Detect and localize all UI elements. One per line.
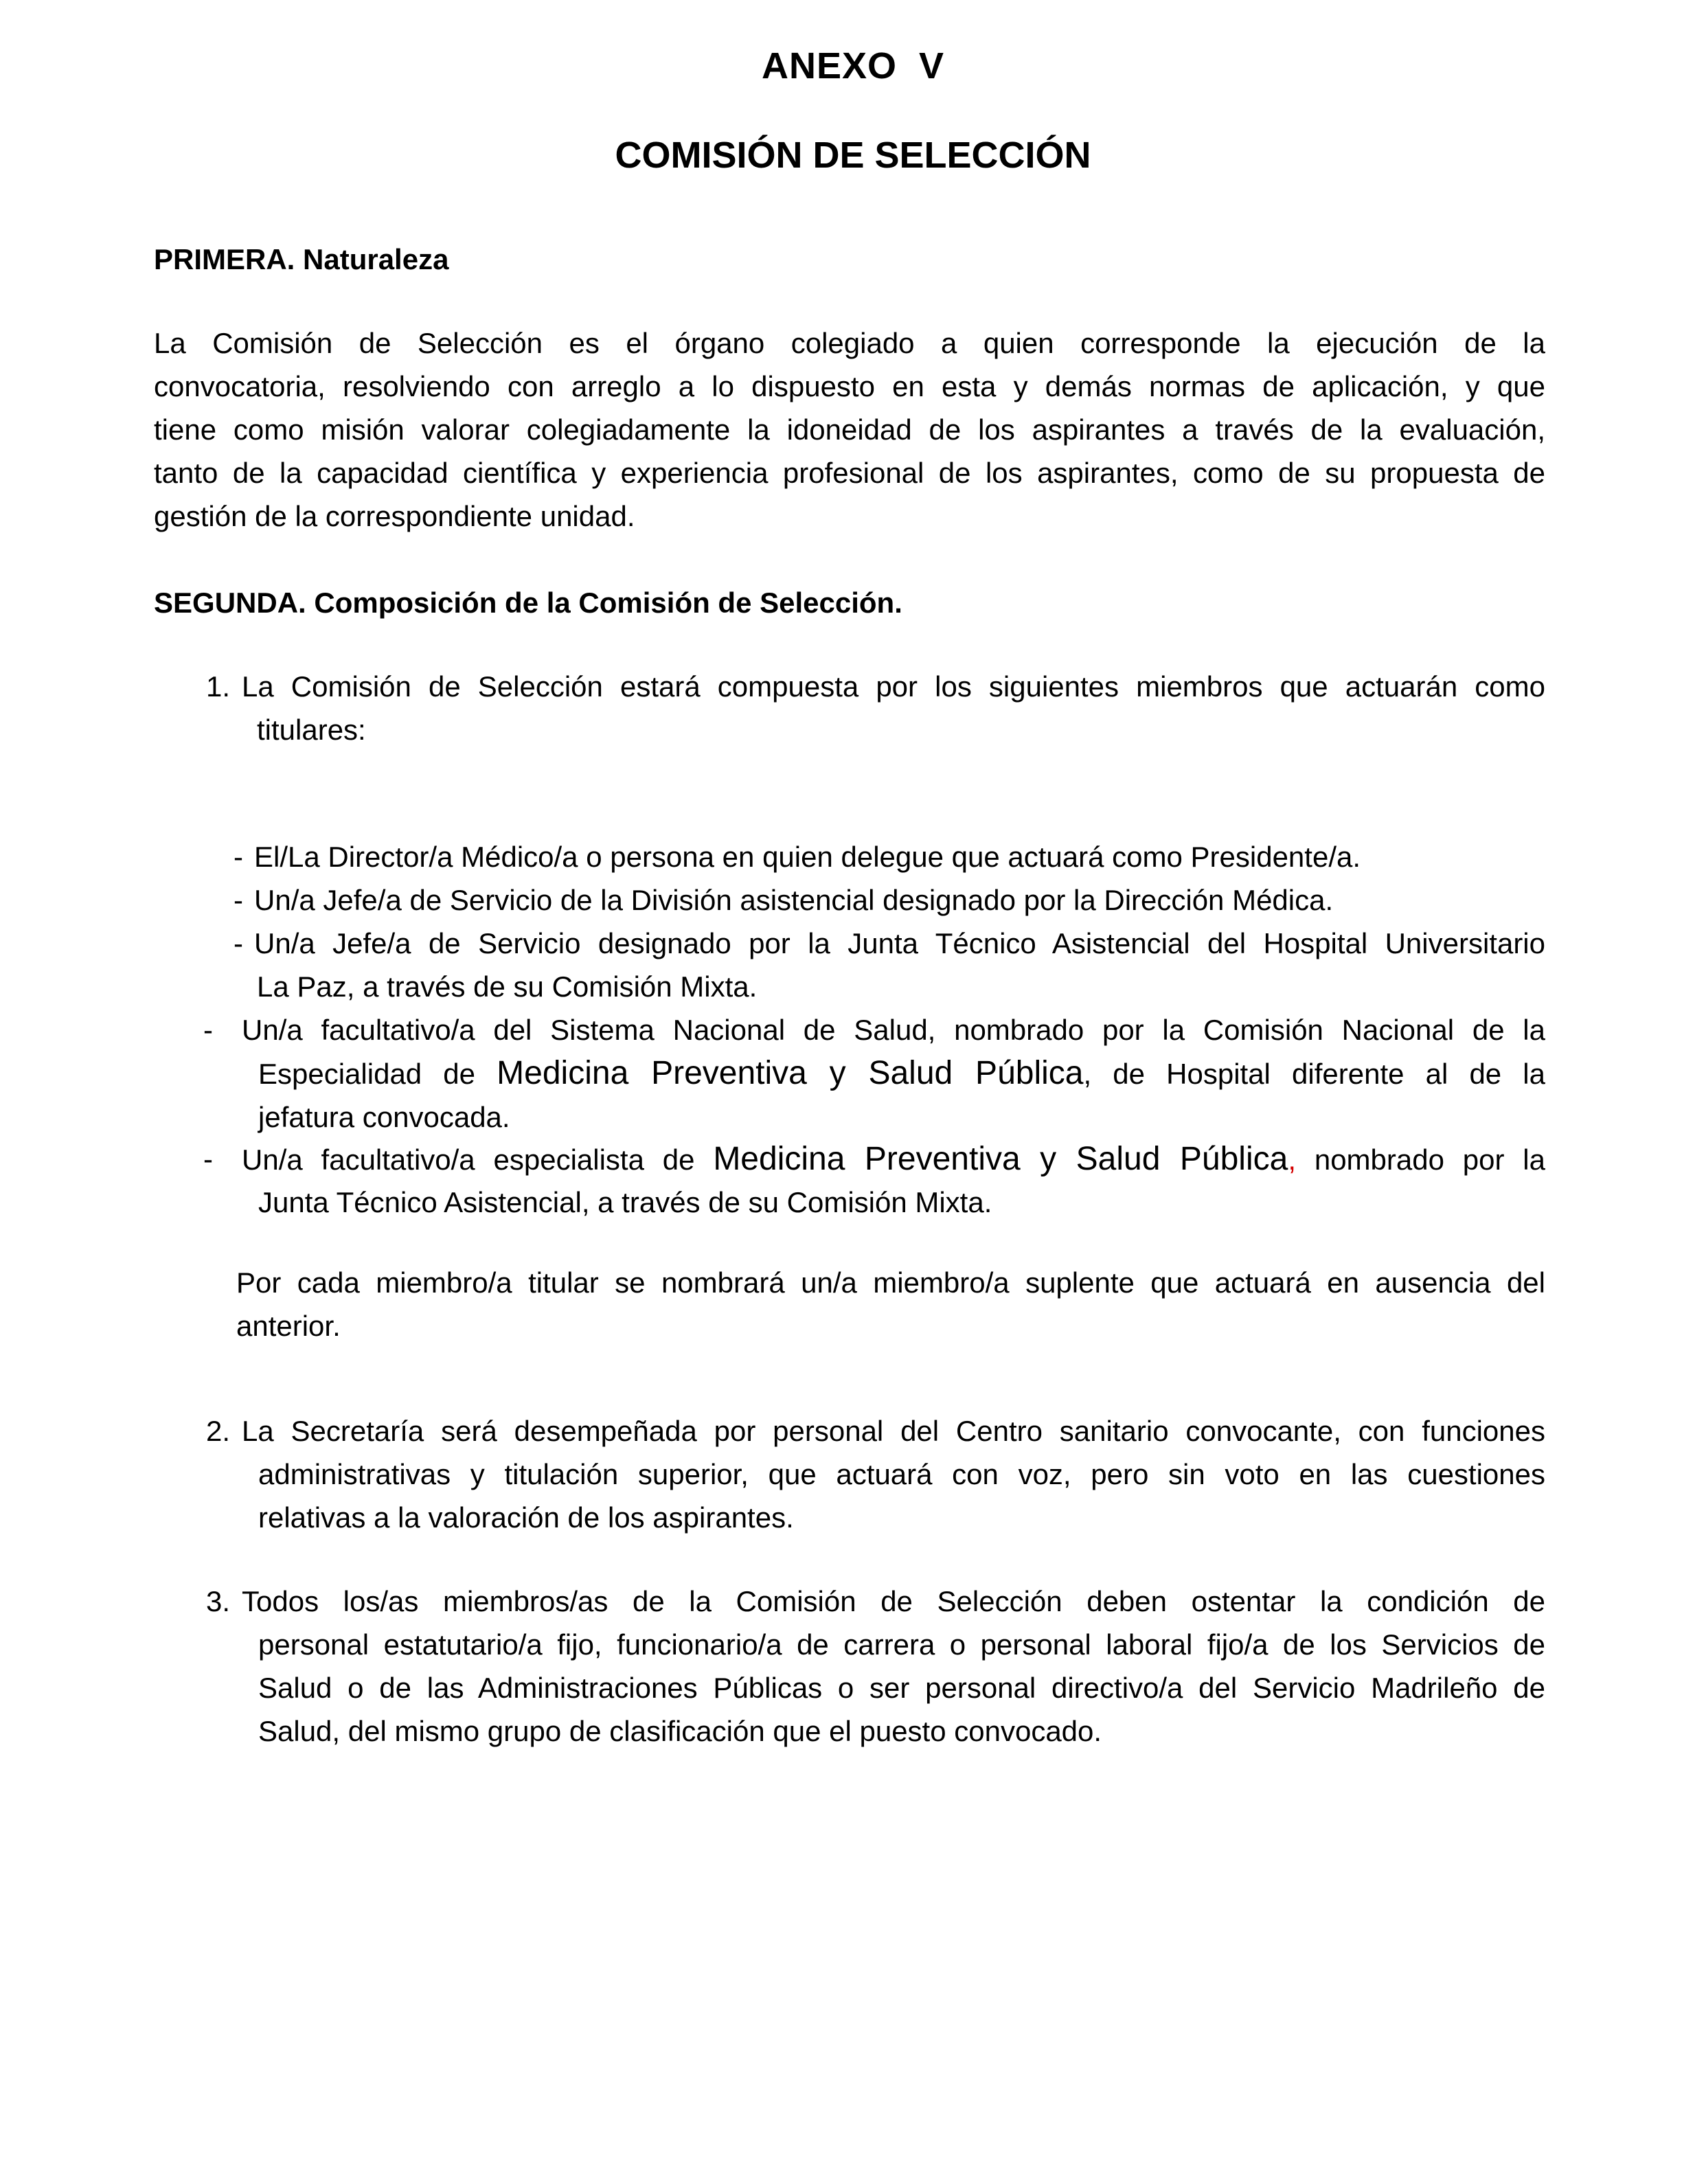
item-line: La Comisión de Selección estará compuesta por los siguientes miembros que actuarán como — [242, 670, 1545, 703]
item-line-specialty — [242, 1137, 1545, 1181]
item-line: Todos los/as miembros/as de la Comisión de Selección deben ostentar la condición de — [242, 1585, 1545, 1617]
text-fragment: , de Hospital diferente al de la — [1083, 1058, 1545, 1090]
document-title: ANEXO V — [761, 45, 945, 87]
member-item-director — [234, 835, 1545, 878]
item-line: Salud, del mismo grupo de clasificación que el puesto convocado. — [258, 1715, 1102, 1747]
member-item-jefe-division — [234, 878, 1545, 922]
list-dash: - — [234, 884, 243, 916]
paragraph-suplente — [236, 1261, 1545, 1347]
red-comma: , — [1288, 1144, 1297, 1176]
paragraph-line: Por cada miembro/a titular se nombrará un/a miembro/a suplente que actuará en ausencia del — [236, 1266, 1545, 1299]
text-fragment: Especialidad de — [258, 1058, 476, 1090]
list-dash: - — [234, 841, 243, 873]
list-number: 2. — [206, 1415, 231, 1447]
list-dash: - — [234, 927, 243, 959]
item-line: Junta Técnico Asistencial, a través de su Comisión Mixta. — [258, 1186, 992, 1218]
paragraph-line: anterior. — [236, 1310, 341, 1342]
specialty-name: Medicina Preventiva y Salud Pública — [497, 1055, 1084, 1091]
item-line: La Paz, a través de su Comisión Mixta. — [257, 970, 758, 1003]
numbered-item-1 — [206, 665, 1545, 754]
item-line: jefatura convocada. — [258, 1101, 510, 1133]
list-number: 3. — [206, 1585, 231, 1617]
item-line: Un/a facultativo/a del Sistema Nacional de Salud, nombrado por la Comisión Nacional de la — [242, 1014, 1545, 1046]
item-line: titulares: — [257, 714, 366, 746]
item-line: personal estatutario/a fijo, funcionario/a de carrera o personal laboral fijo/a de los Servicios de — [258, 1628, 1545, 1661]
paragraph-line: convocatoria, resolviendo con arreglo a lo dispuesto en esta y demás normas de aplicación, y que — [154, 370, 1545, 402]
specialty-name: Medicina Preventiva y Salud Pública — [713, 1141, 1288, 1177]
member-item-jefe-junta — [234, 922, 1545, 1008]
paragraph-naturaleza — [154, 321, 1545, 538]
item-line: Un/a Jefe/a de Servicio de la División asistencial designado por la Dirección Médica. — [254, 884, 1334, 916]
numbered-item-3 — [206, 1580, 1545, 1753]
list-dash: - — [203, 1143, 213, 1175]
text-fragment: nombrado por la — [1314, 1144, 1546, 1176]
item-line: El/La Director/a Médico/a o persona en quien delegue que actuará como Presidente/a. — [254, 841, 1361, 873]
paragraph-line: tanto de la capacidad científica y experiencia profesional de los aspirantes, como de su propuesta de — [154, 457, 1545, 489]
item-line: Un/a Jefe/a de Servicio designado por la Junta Técnico Asistencial del Hospital Universitario — [254, 927, 1545, 959]
section-heading-primera: PRIMERA. Naturaleza — [154, 243, 449, 275]
item-line: Salud o de las Administraciones Públicas o ser personal directivo/a del Servicio Madrileño de — [258, 1672, 1545, 1704]
numbered-item-2 — [206, 1409, 1545, 1540]
item-line: relativas a la valoración de los aspirantes. — [258, 1501, 794, 1534]
paragraph-line: tiene como misión valorar colegiadamente la idoneidad de los aspirantes a través de la evaluación, — [154, 413, 1545, 446]
paragraph-line: gestión de la correspondiente unidad. — [154, 500, 635, 532]
paragraph-line: La Comisión de Selección es el órgano colegiado a quien corresponde la ejecución de la — [154, 327, 1545, 359]
list-dash: - — [203, 1014, 213, 1046]
document-subtitle: COMISIÓN DE SELECCIÓN — [615, 135, 1091, 176]
section-heading-segunda: SEGUNDA. Composición de la Comisión de Selección. — [154, 587, 902, 619]
item-line-specialty — [258, 1051, 1545, 1095]
item-line: La Secretaría será desempeñada por personal del Centro sanitario convocante, con funciones — [242, 1415, 1545, 1447]
member-item-facultativo-especialista — [203, 1137, 1545, 1227]
member-item-facultativo-sns — [203, 1008, 1545, 1139]
text-fragment: Un/a facultativo/a especialista de — [242, 1144, 695, 1176]
item-line: administrativas y titulación superior, que actuará con voz, pero sin voto en las cuestiones — [258, 1458, 1545, 1490]
list-number: 1. — [206, 670, 231, 703]
